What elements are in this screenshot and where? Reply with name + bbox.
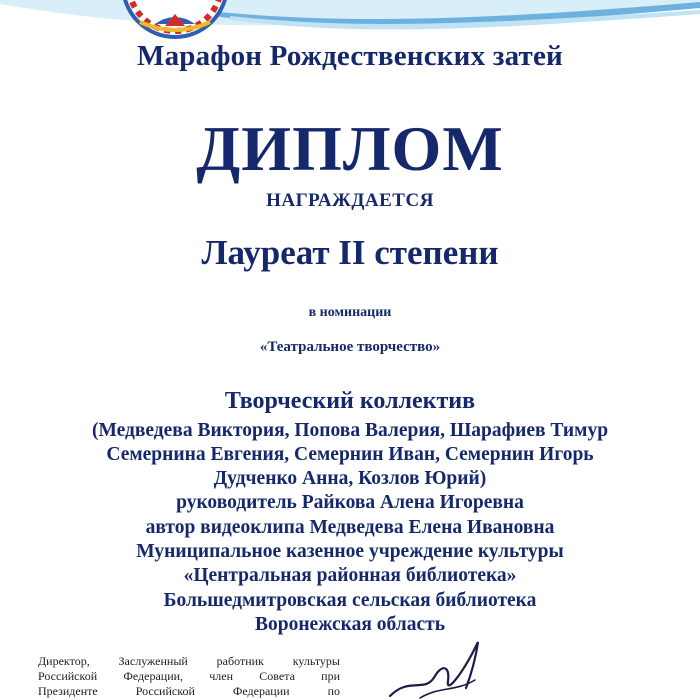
- region-line: Воронежская область: [254, 614, 446, 635]
- team-line: Дудченко Анна, Козлов Юрий): [213, 468, 487, 489]
- leader-line: руководитель Райкова Алена Игоревна: [176, 492, 524, 513]
- footer-line: Директор, Заслуженный работник культуры: [38, 654, 340, 668]
- director-caption: [38, 654, 340, 699]
- team-line: (Медведева Виктория, Попова Валерия, Шарафиев Тимур: [91, 420, 609, 441]
- nomination-label: в номинации: [308, 305, 392, 320]
- emblem-logo: [100, 0, 250, 40]
- institution-name-line: «Центральная районная библиотека»: [183, 565, 517, 586]
- library-line: Большедмитровская сельская библиотека: [163, 590, 537, 611]
- signature: [380, 636, 500, 700]
- institution-line: Муниципальное казенное учреждение культуры: [136, 541, 564, 562]
- footer-line: Российской Федерации, член Совета при: [38, 669, 340, 683]
- footer-line: Президенте Российской Федерации по: [38, 684, 340, 698]
- team-line: Семернина Евгения, Семернин Иван, Семернин Игорь: [106, 444, 594, 465]
- nomination-value: «Театральное творчество»: [259, 339, 441, 355]
- awarded-label: НАГРАЖДАЕТСЯ: [266, 190, 434, 211]
- diploma-title: ДИПЛОМ: [196, 113, 504, 184]
- festival-title: Марафон Рождественских затей: [137, 40, 563, 72]
- author-line: автор видеоклипа Медведева Елена Ивановна: [145, 517, 555, 538]
- team-title: Творческий коллектив: [224, 388, 476, 414]
- award-degree: Лауреат II степени: [201, 233, 499, 272]
